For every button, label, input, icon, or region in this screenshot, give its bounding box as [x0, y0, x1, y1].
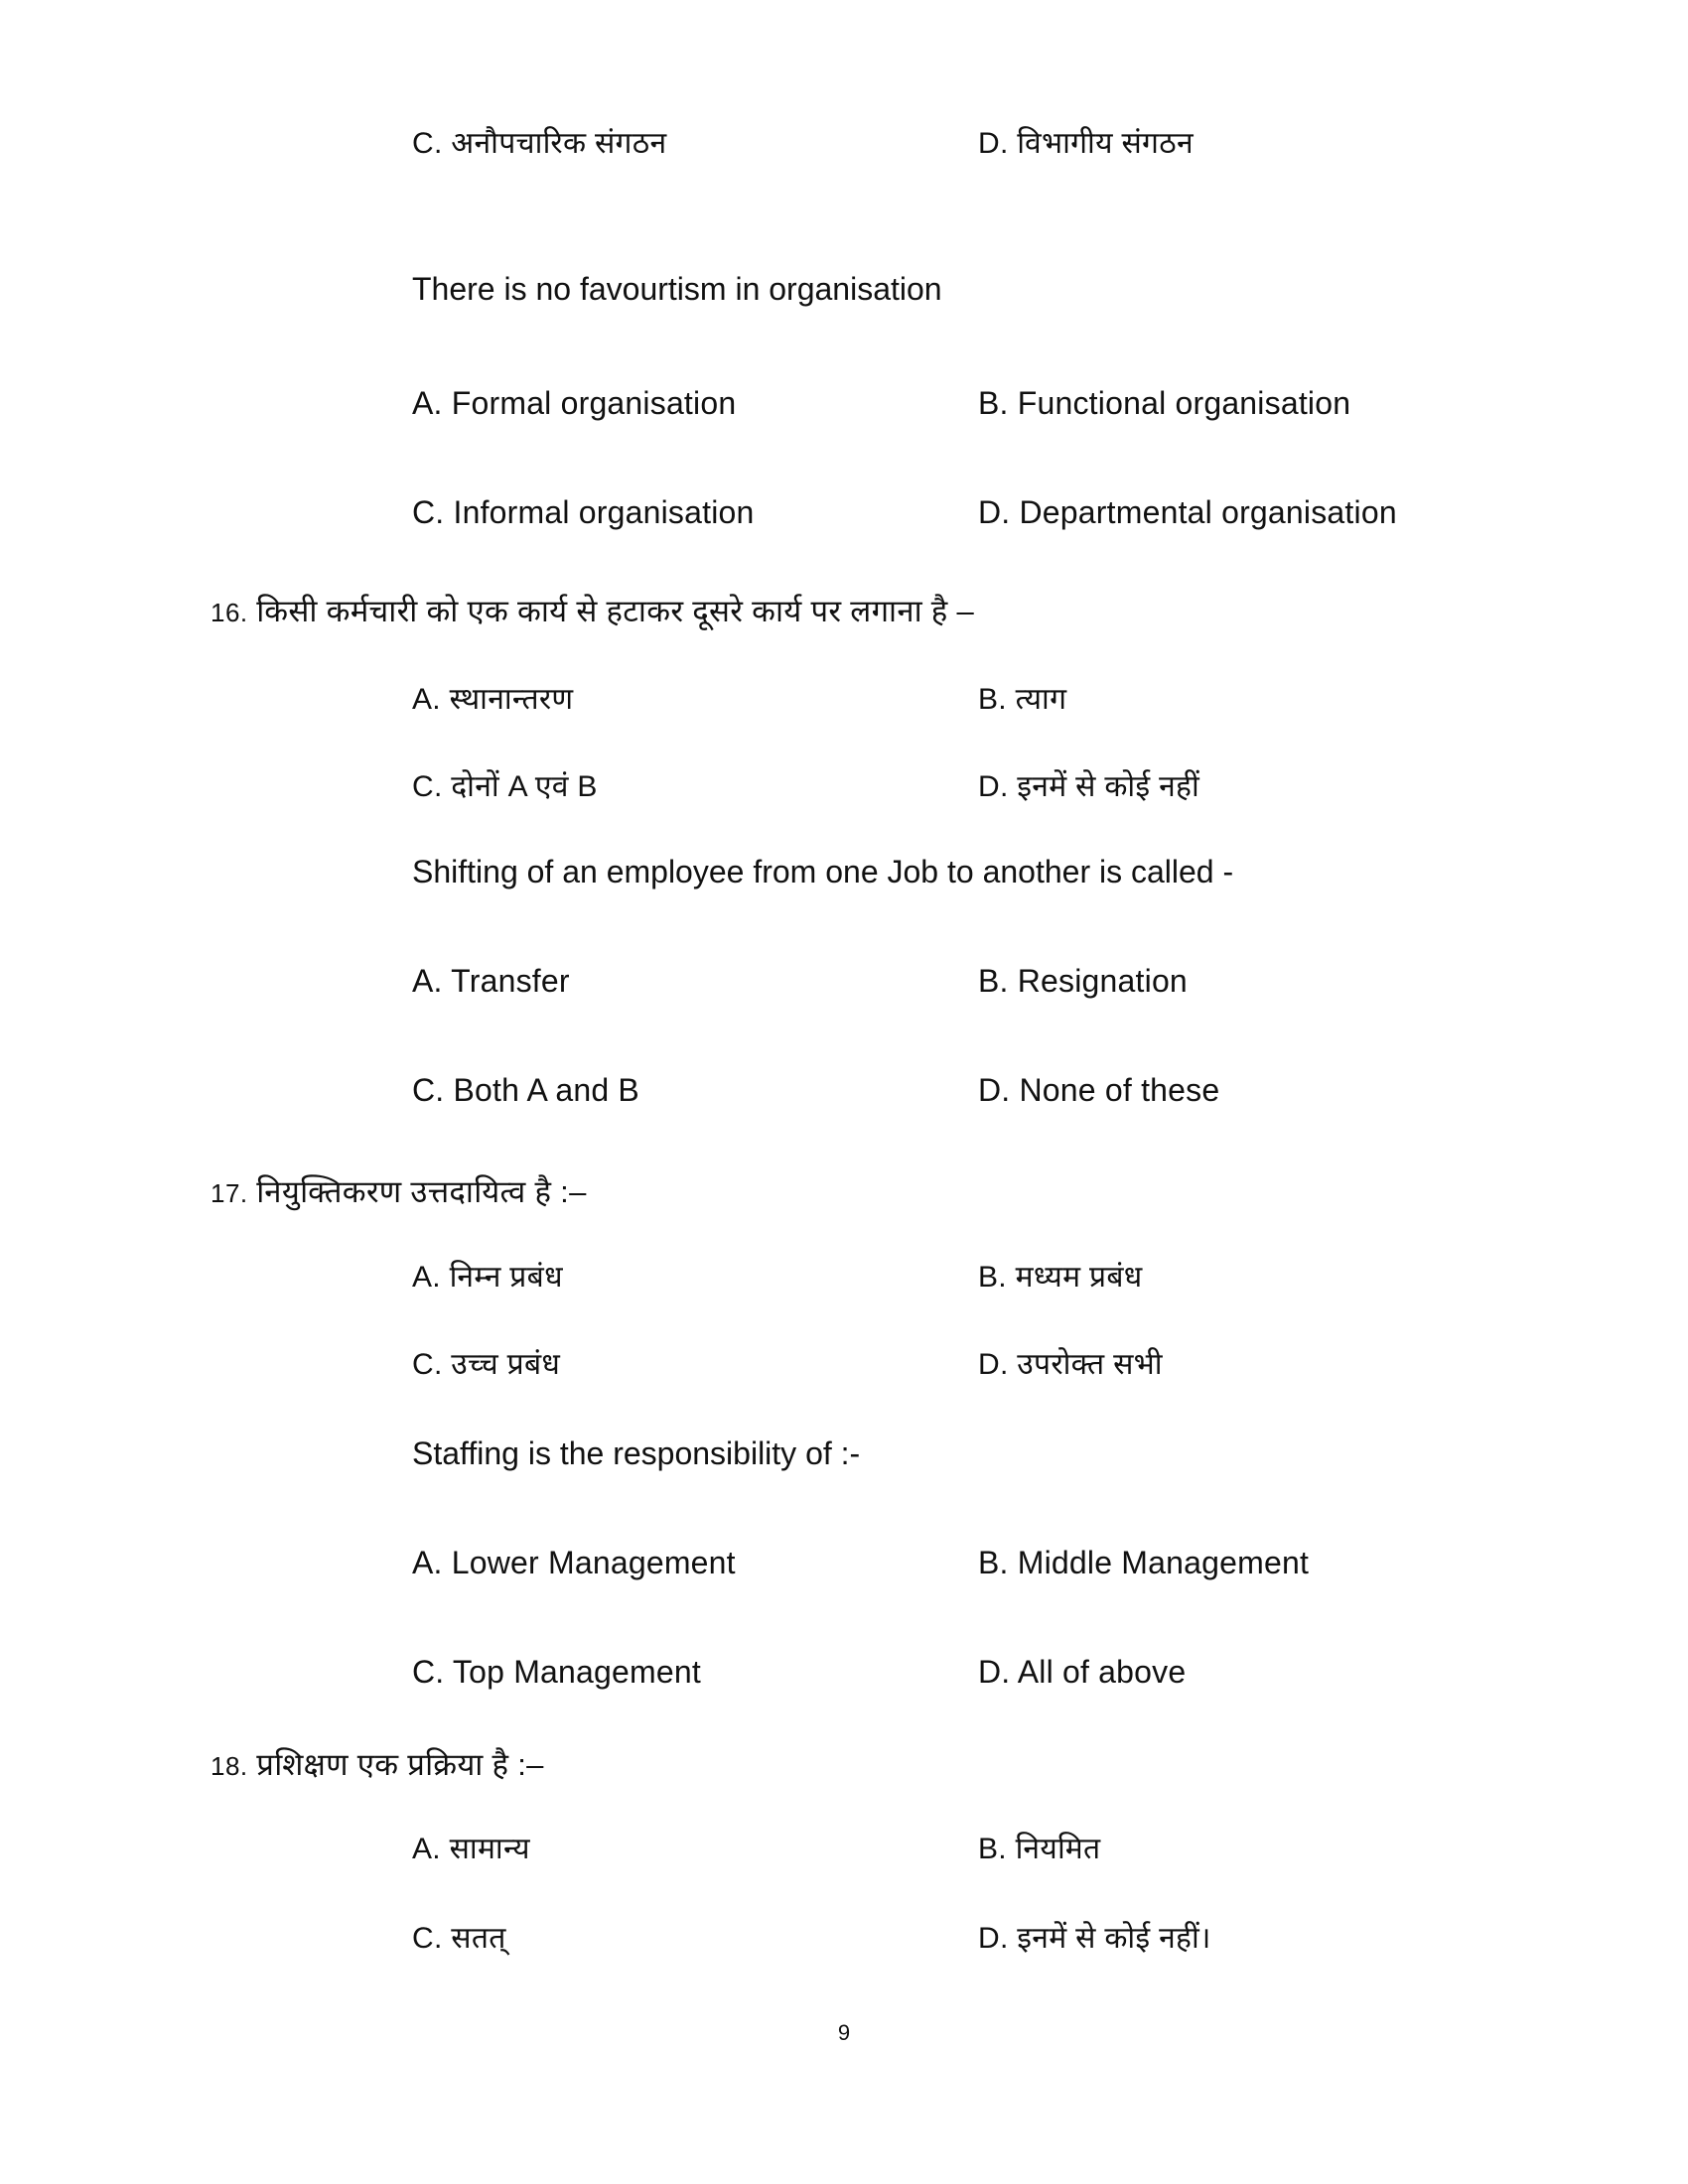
question-stem-q18-hi	[0, 1749, 1688, 1780]
option-key: D.	[978, 1348, 1009, 1381]
option-row-q16-en-cd	[0, 1074, 1688, 1124]
option-row-q16-hi-ab	[0, 685, 1688, 735]
option-row-q15-en-cd	[0, 496, 1688, 546]
option-label: सामान्य	[449, 1833, 530, 1865]
option-key: D.	[978, 1654, 1011, 1690]
option-q18-hi-c[interactable]	[412, 1924, 506, 1954]
option-label: दोनों A एवं B	[451, 770, 598, 803]
question-stem-q16-hi	[0, 596, 1688, 626]
question-stem-q16-hi-wrap	[0, 596, 1688, 626]
option-label: Informal organisation	[453, 494, 755, 530]
option-label: नियमित	[1015, 1833, 1101, 1865]
page-number: 9	[837, 2020, 851, 2045]
option-key: A.	[412, 683, 441, 716]
option-row-q18-hi-ab	[0, 1835, 1688, 1884]
option-label: Middle Management	[1017, 1545, 1310, 1580]
option-key: B.	[978, 1833, 1007, 1865]
option-q16-hi-b[interactable]	[978, 685, 1066, 715]
question-stem-q15-en: There is no favourtism in organisation	[412, 271, 942, 307]
option-q16-en-b[interactable]	[978, 965, 1188, 997]
option-key: D.	[978, 1072, 1011, 1108]
option-key: D.	[978, 1922, 1009, 1955]
option-key: C.	[412, 770, 443, 803]
option-key: A.	[412, 1545, 443, 1580]
question-stem-q18-hi-wrap	[0, 1749, 1688, 1780]
question-number-17: 17.	[211, 1178, 248, 1208]
question-text-16-hi: किसी कर्मचारी को एक कार्य से हटाकर दूसरे कार्य पर लगाना है –	[256, 594, 975, 628]
option-row-q16-hi-cd	[0, 772, 1688, 822]
option-key: A.	[412, 1833, 441, 1865]
option-label: विभागीय संगठन	[1017, 127, 1194, 160]
option-label: None of these	[1019, 1072, 1220, 1108]
option-label: स्थानान्तरण	[449, 683, 574, 716]
option-label: मध्यम प्रबंध	[1015, 1261, 1143, 1294]
option-q16-hi-a[interactable]	[412, 685, 573, 715]
option-q18-hi-d[interactable]	[978, 1924, 1211, 1954]
option-q15-en-b[interactable]	[978, 387, 1350, 419]
question-text-18-hi: प्रशिक्षण एक प्रक्रिया है :–	[256, 1747, 544, 1782]
option-row-q15-en-ab	[0, 387, 1688, 437]
option-q16-en-d[interactable]	[978, 1074, 1219, 1106]
option-key: A.	[412, 963, 443, 999]
option-label: निम्न प्रबंध	[449, 1261, 563, 1294]
question-stem-q16-en: Shifting of an employee from one Job to another is called -	[412, 854, 1234, 889]
option-label: उच्च प्रबंध	[451, 1348, 561, 1381]
option-label: Departmental organisation	[1019, 494, 1397, 530]
option-q17-en-d[interactable]	[978, 1656, 1186, 1688]
option-label: Transfer	[451, 963, 570, 999]
option-label: All of above	[1017, 1654, 1187, 1690]
option-label: सतत्	[451, 1922, 506, 1955]
option-q17-hi-a[interactable]	[412, 1263, 563, 1293]
option-key: C.	[412, 1922, 443, 1955]
question-block-q15-continued	[0, 129, 1688, 181]
question-stem-q17-hi-wrap	[0, 1176, 1688, 1207]
option-key: C.	[412, 1654, 445, 1690]
option-label: Resignation	[1017, 963, 1188, 999]
option-key: B.	[978, 1545, 1009, 1580]
option-q17-en-c[interactable]	[412, 1656, 701, 1688]
option-q15-en-d[interactable]	[978, 496, 1397, 528]
option-label: Lower Management	[451, 1545, 736, 1580]
option-key: D.	[978, 494, 1011, 530]
option-label: Both A and B	[453, 1072, 639, 1108]
option-label: Formal organisation	[451, 385, 737, 421]
question-number-18: 18.	[211, 1751, 248, 1781]
option-q17-hi-b[interactable]	[978, 1263, 1143, 1293]
option-label: उपरोक्त सभी	[1017, 1348, 1163, 1381]
option-key: A.	[412, 1261, 441, 1294]
question-stem-q16-en-wrap	[0, 856, 1688, 887]
question-stem-q17-en: Staffing is the responsibility of :-	[412, 1435, 861, 1471]
question-stem-q17-en-wrap	[0, 1437, 1688, 1469]
option-q16-en-a[interactable]	[412, 965, 570, 997]
option-row-q17-en-ab	[0, 1547, 1688, 1596]
option-q16-hi-c[interactable]	[412, 772, 598, 802]
option-q15-hi-c[interactable]	[412, 129, 666, 159]
option-key: A.	[412, 385, 443, 421]
option-key: B.	[978, 1261, 1007, 1294]
option-row-q17-en-cd	[0, 1656, 1688, 1706]
option-q17-en-a[interactable]	[412, 1547, 736, 1578]
question-stem-q17-hi	[0, 1176, 1688, 1207]
option-q15-en-a[interactable]	[412, 387, 736, 419]
option-key: B.	[978, 963, 1009, 999]
option-label: इनमें से कोई नहीं	[1017, 770, 1200, 803]
question-number-16: 16.	[211, 598, 248, 627]
option-key: B.	[978, 683, 1007, 716]
option-q17-hi-c[interactable]	[412, 1350, 560, 1380]
option-key: C.	[412, 127, 443, 160]
option-key: C.	[412, 494, 445, 530]
option-q15-hi-d[interactable]	[978, 129, 1194, 159]
option-label: Top Management	[452, 1654, 701, 1690]
option-q17-hi-d[interactable]	[978, 1350, 1163, 1380]
option-label: Functional organisation	[1017, 385, 1351, 421]
option-label: अनौपचारिक संगठन	[451, 127, 667, 160]
option-row-q17-hi-cd	[0, 1350, 1688, 1400]
option-key: D.	[978, 127, 1009, 160]
option-key: C.	[412, 1072, 445, 1108]
option-key: D.	[978, 770, 1009, 803]
option-q16-en-c[interactable]	[412, 1074, 639, 1106]
question-stem-q15-en-wrap	[0, 273, 1688, 305]
option-label: त्याग	[1015, 683, 1067, 716]
option-q15-en-c[interactable]	[412, 496, 755, 528]
option-row-hindi-cd	[0, 129, 1688, 181]
option-row-q16-en-ab	[0, 965, 1688, 1015]
option-label: इनमें से कोई नहीं।	[1017, 1922, 1211, 1955]
question-text-17-hi: नियुक्तिकरण उत्तदायित्व है :–	[256, 1174, 587, 1209]
option-row-q18-hi-cd	[0, 1924, 1688, 1974]
option-q18-hi-b[interactable]	[978, 1835, 1100, 1864]
option-row-q17-hi-ab	[0, 1263, 1688, 1312]
option-q17-en-b[interactable]	[978, 1547, 1309, 1578]
option-q16-hi-d[interactable]	[978, 772, 1199, 802]
option-key: C.	[412, 1348, 443, 1381]
option-q18-hi-a[interactable]	[412, 1835, 530, 1864]
option-key: B.	[978, 385, 1009, 421]
